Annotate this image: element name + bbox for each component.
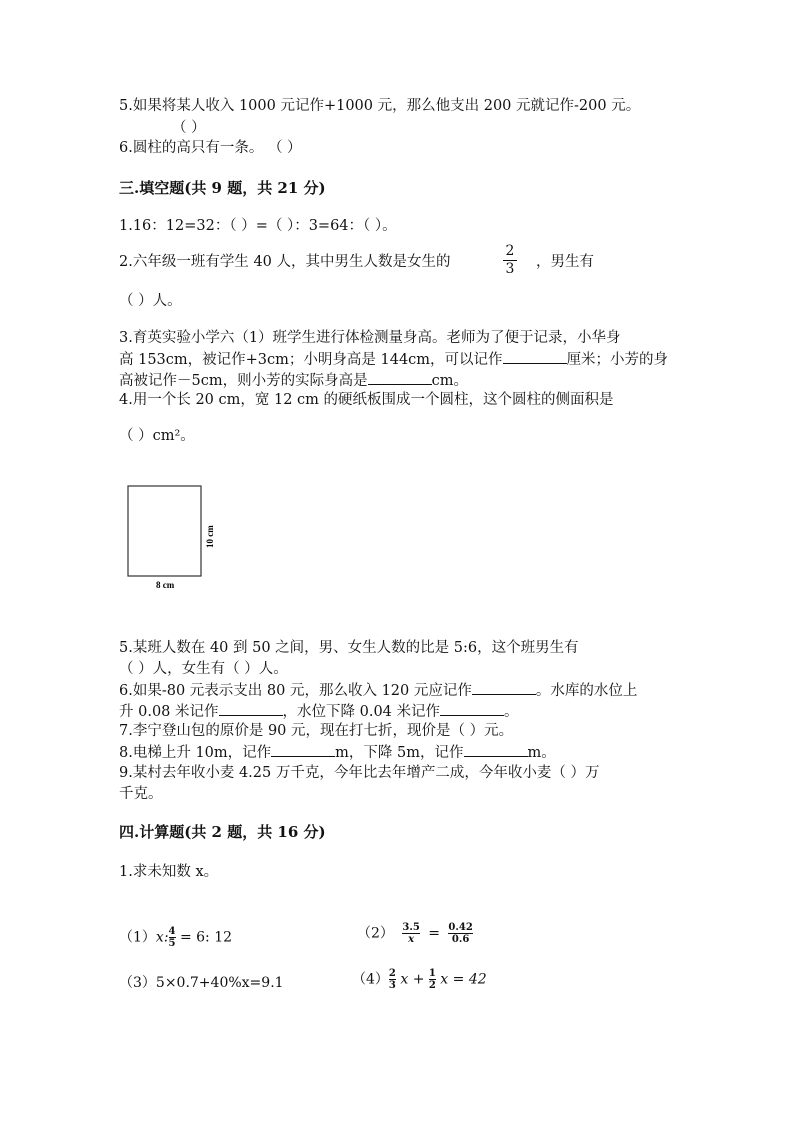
fill-4-answer: （ ）cm²。 <box>119 428 195 444</box>
fill-5-line2: （ ）人，女生有（ ）人。 <box>119 661 288 677</box>
equation-1-rest: = 6: 12 <box>179 929 233 946</box>
equation-4-mid: x + <box>400 971 425 988</box>
equation-4-fraction-2 <box>429 968 436 991</box>
equation-1 <box>119 926 232 949</box>
fill-3-line3-tail: cm。 <box>431 373 468 389</box>
fill-4-line1: 4.用一个长 20 cm，宽 12 cm 的硬纸板围成一个圆柱，这个圆柱的侧面积是 <box>119 392 614 408</box>
equation-1-var: x: <box>155 929 169 946</box>
fraction-numerator: 0.42 <box>448 922 473 933</box>
section-3-title: 三.填空题(共 9 题，共 21 分) <box>119 179 326 197</box>
fraction-numerator: 4 <box>168 926 176 937</box>
section-4-title: 四.计算题(共 2 题，共 16 分) <box>119 823 326 841</box>
equation-4-rest: x = 42 <box>440 971 487 988</box>
q5-line1: 5.如果将某人收入 1000 元记作+1000 元，那么他支出 200 元就记作-200 元。 <box>119 98 641 114</box>
equation-1-label: （1） <box>119 929 156 946</box>
fill-3-line2 <box>119 349 668 370</box>
equation-4-fraction-1 <box>389 968 396 991</box>
fill-6-line2-text: 升 0.08 米记作 <box>119 704 219 720</box>
fill-6-line2 <box>119 701 519 722</box>
fill-5-line1: 5.某班人数在 40 到 50 之间，男、女生人数的比是 5:6，这个班男生有 <box>119 640 579 656</box>
answer-blank <box>368 370 432 385</box>
fill-9-line2: 千克。 <box>119 786 163 802</box>
fill-6-tail: 。水库的水位上 <box>535 683 638 699</box>
q5-answer-bracket: （ ） <box>172 120 206 136</box>
question-6: 6.圆柱的高只有一条。 （ ） <box>119 140 302 156</box>
answer-blank <box>271 742 335 757</box>
height-label: 10 cm <box>205 525 215 548</box>
fill-2-part-b: ，男生有 <box>536 254 594 270</box>
fill-3-line3-text: 高被记作－5cm，则小芳的实际身高是 <box>119 373 368 389</box>
fill-6-line2-mid: ，水位下降 0.04 米记作 <box>282 704 441 720</box>
fraction-denominator: x <box>408 934 415 945</box>
equation-4-label: （4） <box>352 971 389 988</box>
answer-blank <box>472 680 536 695</box>
fill-2-fraction <box>503 244 517 277</box>
fill-2-part-a: 2.六年级一班有学生 40 人，其中男生人数是女生的 <box>119 254 451 270</box>
fill-3-line2-text: 高 153cm，被记作+3cm；小明身高是 144cm，可以记作 <box>119 352 503 368</box>
fill-2-answer: （ ）人。 <box>119 293 182 309</box>
fill-6-text: 6.如果-80 元表示支出 80 元，那么收入 120 元应记作 <box>119 683 472 699</box>
equation-2-label: （2） <box>357 925 394 942</box>
fill-7: 7.李宁登山包的原价是 90 元，现在打七折，现价是（ ）元。 <box>119 723 514 739</box>
fill-6-line1 <box>119 680 637 701</box>
answer-blank <box>440 701 504 716</box>
fraction-numerator: 2 <box>388 968 396 979</box>
fraction-denominator: 2 <box>428 980 436 991</box>
rectangle-figure <box>120 478 230 594</box>
fill-8-end: m。 <box>527 745 556 761</box>
fraction-denominator: 3 <box>505 261 515 277</box>
fraction-denominator: 3 <box>388 980 396 991</box>
fill-8-mid: m，下降 5m，记作 <box>335 745 464 761</box>
fraction-denominator: 5 <box>168 938 176 949</box>
equation-1-fraction <box>169 926 176 949</box>
width-label: 8 cm <box>156 580 175 590</box>
fill-3-line3 <box>119 370 468 391</box>
fill-8-text: 8.电梯上升 10m，记作 <box>119 745 272 761</box>
fill-6-line2-end: 。 <box>504 704 519 720</box>
answer-blank <box>503 349 567 364</box>
equation-2-fraction-left <box>402 922 419 945</box>
rectangle-shape <box>128 486 201 576</box>
equation-3: （3）5×0.7+40%x=9.1 <box>119 975 284 991</box>
fill-8 <box>119 742 556 763</box>
equals-sign: = <box>428 925 440 942</box>
fraction-numerator: 2 <box>505 243 515 259</box>
equation-4 <box>352 968 487 991</box>
fill-9-line1: 9.某村去年收小麦 4.25 万千克，今年比去年增产二成，今年收小麦（ ）万 <box>119 765 600 781</box>
fill-3-line2-tail: 厘米；小芳的身 <box>566 352 669 368</box>
fill-3-line1: 3.育英实验小学六（1）班学生进行体检测量身高。老师为了便于记录，小华身 <box>119 330 621 346</box>
fraction-numerator: 1 <box>428 968 436 979</box>
calc-1-prompt: 1.求未知数 x。 <box>119 864 219 880</box>
answer-blank <box>219 701 283 716</box>
fraction-numerator: 3.5 <box>402 922 420 933</box>
equation-2-fraction-right <box>448 922 472 945</box>
fill-1: 1.16：12=32：（ ）=（ ）：3=64：（ ）。 <box>119 218 397 234</box>
answer-blank <box>464 742 528 757</box>
equation-2 <box>357 922 473 945</box>
fraction-denominator: 0.6 <box>451 934 470 945</box>
